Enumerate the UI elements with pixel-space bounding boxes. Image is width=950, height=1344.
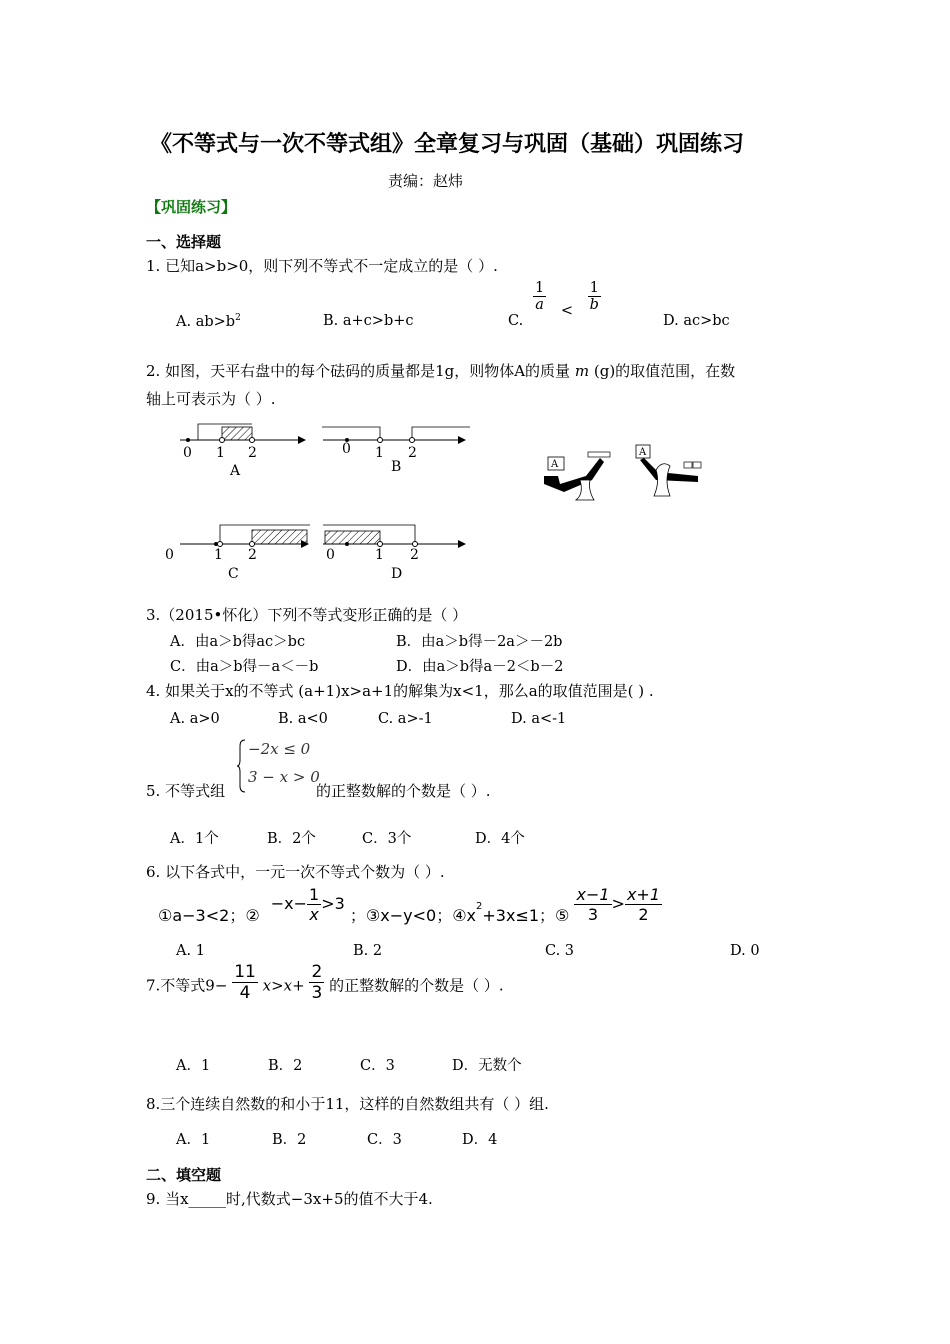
q7-option-b: B．2 (268, 1058, 303, 1074)
question-8-stem: 8.三个连续自然数的和小于11，这样的自然数组共有（ ）组. (146, 1095, 549, 1113)
nb-tick-1: 1 (375, 445, 384, 461)
q5-option-d: D．4个 (475, 831, 525, 847)
q6-expr-5-den-2: 2 (638, 905, 649, 924)
q5-option-b: B．2个 (267, 831, 316, 847)
question-7 (146, 962, 504, 1003)
q1-option-b: B. a+c>b+c (323, 313, 414, 329)
numberline-d (323, 525, 465, 582)
q1-option-d: D. ac>bc (663, 313, 730, 329)
q6-expr-2-num: 1 (309, 885, 320, 904)
q1-option-a (176, 313, 241, 330)
na-tick-1: 1 (216, 445, 225, 461)
na-tick-0: 0 (183, 445, 192, 461)
q4-option-d: D. a<-1 (511, 711, 567, 727)
question-4-stem: 4. 如果关于x的不等式 (a+1)x>a+1的解集为x<1，那么a的取值范围是( ) . (146, 682, 654, 700)
nc-tick-1: 1 (214, 547, 223, 563)
q6-option-d: D. 0 (730, 943, 760, 959)
q7-option-d: D．无数个 (452, 1058, 522, 1074)
q8-option-c: C．3 (367, 1132, 402, 1148)
q6-expr-1: ①a−3<2；② (158, 906, 260, 925)
page-title: 《不等式与一次不等式组》全章复习与巩固（基础）巩固练习 (150, 132, 745, 157)
q1-option-c-expression (533, 280, 601, 319)
nd-tick-1: 1 (375, 547, 384, 563)
q6-expr-5-rel: > (611, 894, 625, 913)
q2-stem-part1: 2. 如图，天平右盘中的每个砝码的质量都是1g，则物体A的质量 (146, 362, 571, 380)
q1-c-den-1: a (535, 297, 544, 313)
question-5-post: 的正整数解的个数是（ ）. (316, 782, 491, 800)
q3-option-c: C．由a＞b得－a＜－b (170, 659, 319, 675)
nc-tick-0: 0 (165, 547, 174, 563)
q1-option-a-text: A. ab>b (176, 313, 236, 330)
q6-option-b: B. 2 (353, 943, 383, 959)
q6-expr-4-sup: 2 (476, 901, 483, 912)
q4-option-c: C. a>-1 (378, 711, 433, 727)
question-1-stem: 1. 已知a>b>0，则下列不等式不一定成立的是（ ）. (146, 257, 498, 275)
question-5-pre: 5. 不等式组 (146, 782, 226, 800)
q1-option-a-sup: 2 (235, 313, 241, 323)
nd-label: D (391, 566, 403, 582)
editor-line: 责编：赵炜 (388, 172, 464, 190)
q7-num-2: 2 (311, 962, 323, 982)
na-label: A (230, 463, 241, 479)
q3-option-a: A．由a＞b得ac＞bc (170, 634, 306, 650)
scale1-mark: A (551, 459, 559, 470)
numberline-b (322, 427, 470, 475)
question-2-stem-line2: 轴上可表示为（ ）. (146, 390, 276, 408)
q7-pre: 7.不等式9− (146, 976, 228, 995)
nb-tick-0: 0 (342, 441, 351, 457)
nd-tick-0: 0 (326, 547, 335, 563)
balance-scale-2 (636, 445, 701, 496)
question-3-stem: 3.（2015•怀化）下列不等式变形正确的是（ ） (146, 606, 468, 624)
q6-expr-5-num-2: x+1 (626, 885, 661, 904)
q1-c-num-2: 1 (588, 280, 601, 297)
section-heading-choice: 一、选择题 (146, 233, 222, 251)
nd-tick-2: 2 (410, 547, 419, 563)
q6-expr-2-den: x (309, 905, 319, 924)
nc-label: C (228, 566, 239, 582)
q6-option-c: C. 3 (545, 943, 575, 959)
question-6-stem: 6. 以下各式中，一元一次不等式个数为（ ）. (146, 863, 445, 881)
q6-expr-5-frac-1 (574, 885, 611, 924)
q6-expr-2-pre: −x− (270, 894, 308, 913)
q1-c-frac-1 (533, 280, 546, 313)
q7-option-c: C．3 (360, 1058, 395, 1074)
q6-expr-2-frac (307, 885, 321, 924)
numberline-a (180, 424, 305, 479)
q1-option-c-label: C. (508, 313, 524, 329)
q7-option-a: A．1 (176, 1058, 211, 1074)
q7-frac-1 (232, 962, 258, 1003)
question-9-stem: 9. 当x_____时,代数式−3x+5的值不大于4. (146, 1190, 433, 1208)
nb-tick-2: 2 (408, 445, 417, 461)
q7-den-1: 4 (239, 983, 251, 1003)
q3-option-b: B．由a＞b得－2a＞－2b (396, 634, 563, 650)
q1-c-den-2: b (589, 297, 599, 313)
q1-c-frac-2 (588, 280, 601, 313)
q6-expr-5-num-1: x−1 (576, 885, 610, 904)
na-tick-2: 2 (248, 445, 257, 461)
scale2-mark: A (639, 447, 647, 458)
q2-stem-part2: (g)的取值范围，在数 (593, 362, 736, 380)
section-tag: 【巩固练习】 (146, 198, 237, 216)
q8-option-b: B．2 (272, 1132, 307, 1148)
balance-scale-1 (544, 452, 610, 500)
q3-option-d: D．由a＞b得a－2＜b－2 (396, 659, 564, 675)
q5-brace (236, 738, 246, 794)
q7-frac-2 (309, 962, 324, 1003)
q6-option-a: A. 1 (176, 943, 205, 959)
q6-expr-2-post: >3 (321, 894, 345, 913)
numberline-c (165, 525, 310, 582)
q7-den-2: 3 (311, 983, 323, 1003)
nb-label: B (391, 459, 402, 475)
q5-option-a: A．1个 (170, 831, 219, 847)
q6-expr-4: +3x≤1；⑤ (482, 906, 570, 925)
nc-tick-2: 2 (248, 547, 257, 563)
q7-num-1: 11 (234, 962, 256, 982)
q2-figure (140, 410, 720, 590)
q4-option-a: A. a>0 (170, 711, 220, 727)
q1-c-relation: < (560, 302, 573, 319)
question-2-stem-line1 (146, 360, 735, 381)
q1-c-num-1: 1 (535, 280, 545, 296)
section-heading-fill: 二、填空题 (146, 1166, 222, 1184)
q5-line-1: −2x ≤ 0 (248, 740, 311, 758)
q6-expr-5-frac-2 (625, 885, 662, 924)
q7-mid: x>x+ (262, 976, 305, 995)
q8-option-a: A．1 (176, 1132, 211, 1148)
q6-expressions (158, 885, 662, 926)
q5-option-c: C．3个 (362, 831, 412, 847)
q2-variable-m: m (574, 362, 590, 380)
q8-option-d: D．4 (462, 1132, 498, 1148)
q5-system (236, 738, 320, 794)
q7-post: 的正整数解的个数是（ ）. (329, 976, 504, 995)
q6-expr-5-den-1: 3 (587, 905, 599, 924)
q6-expr-3: ；③x−y<0；④x (349, 906, 477, 925)
q4-option-b: B. a<0 (278, 711, 328, 727)
q5-line-2: 3 − x > 0 (248, 768, 320, 786)
